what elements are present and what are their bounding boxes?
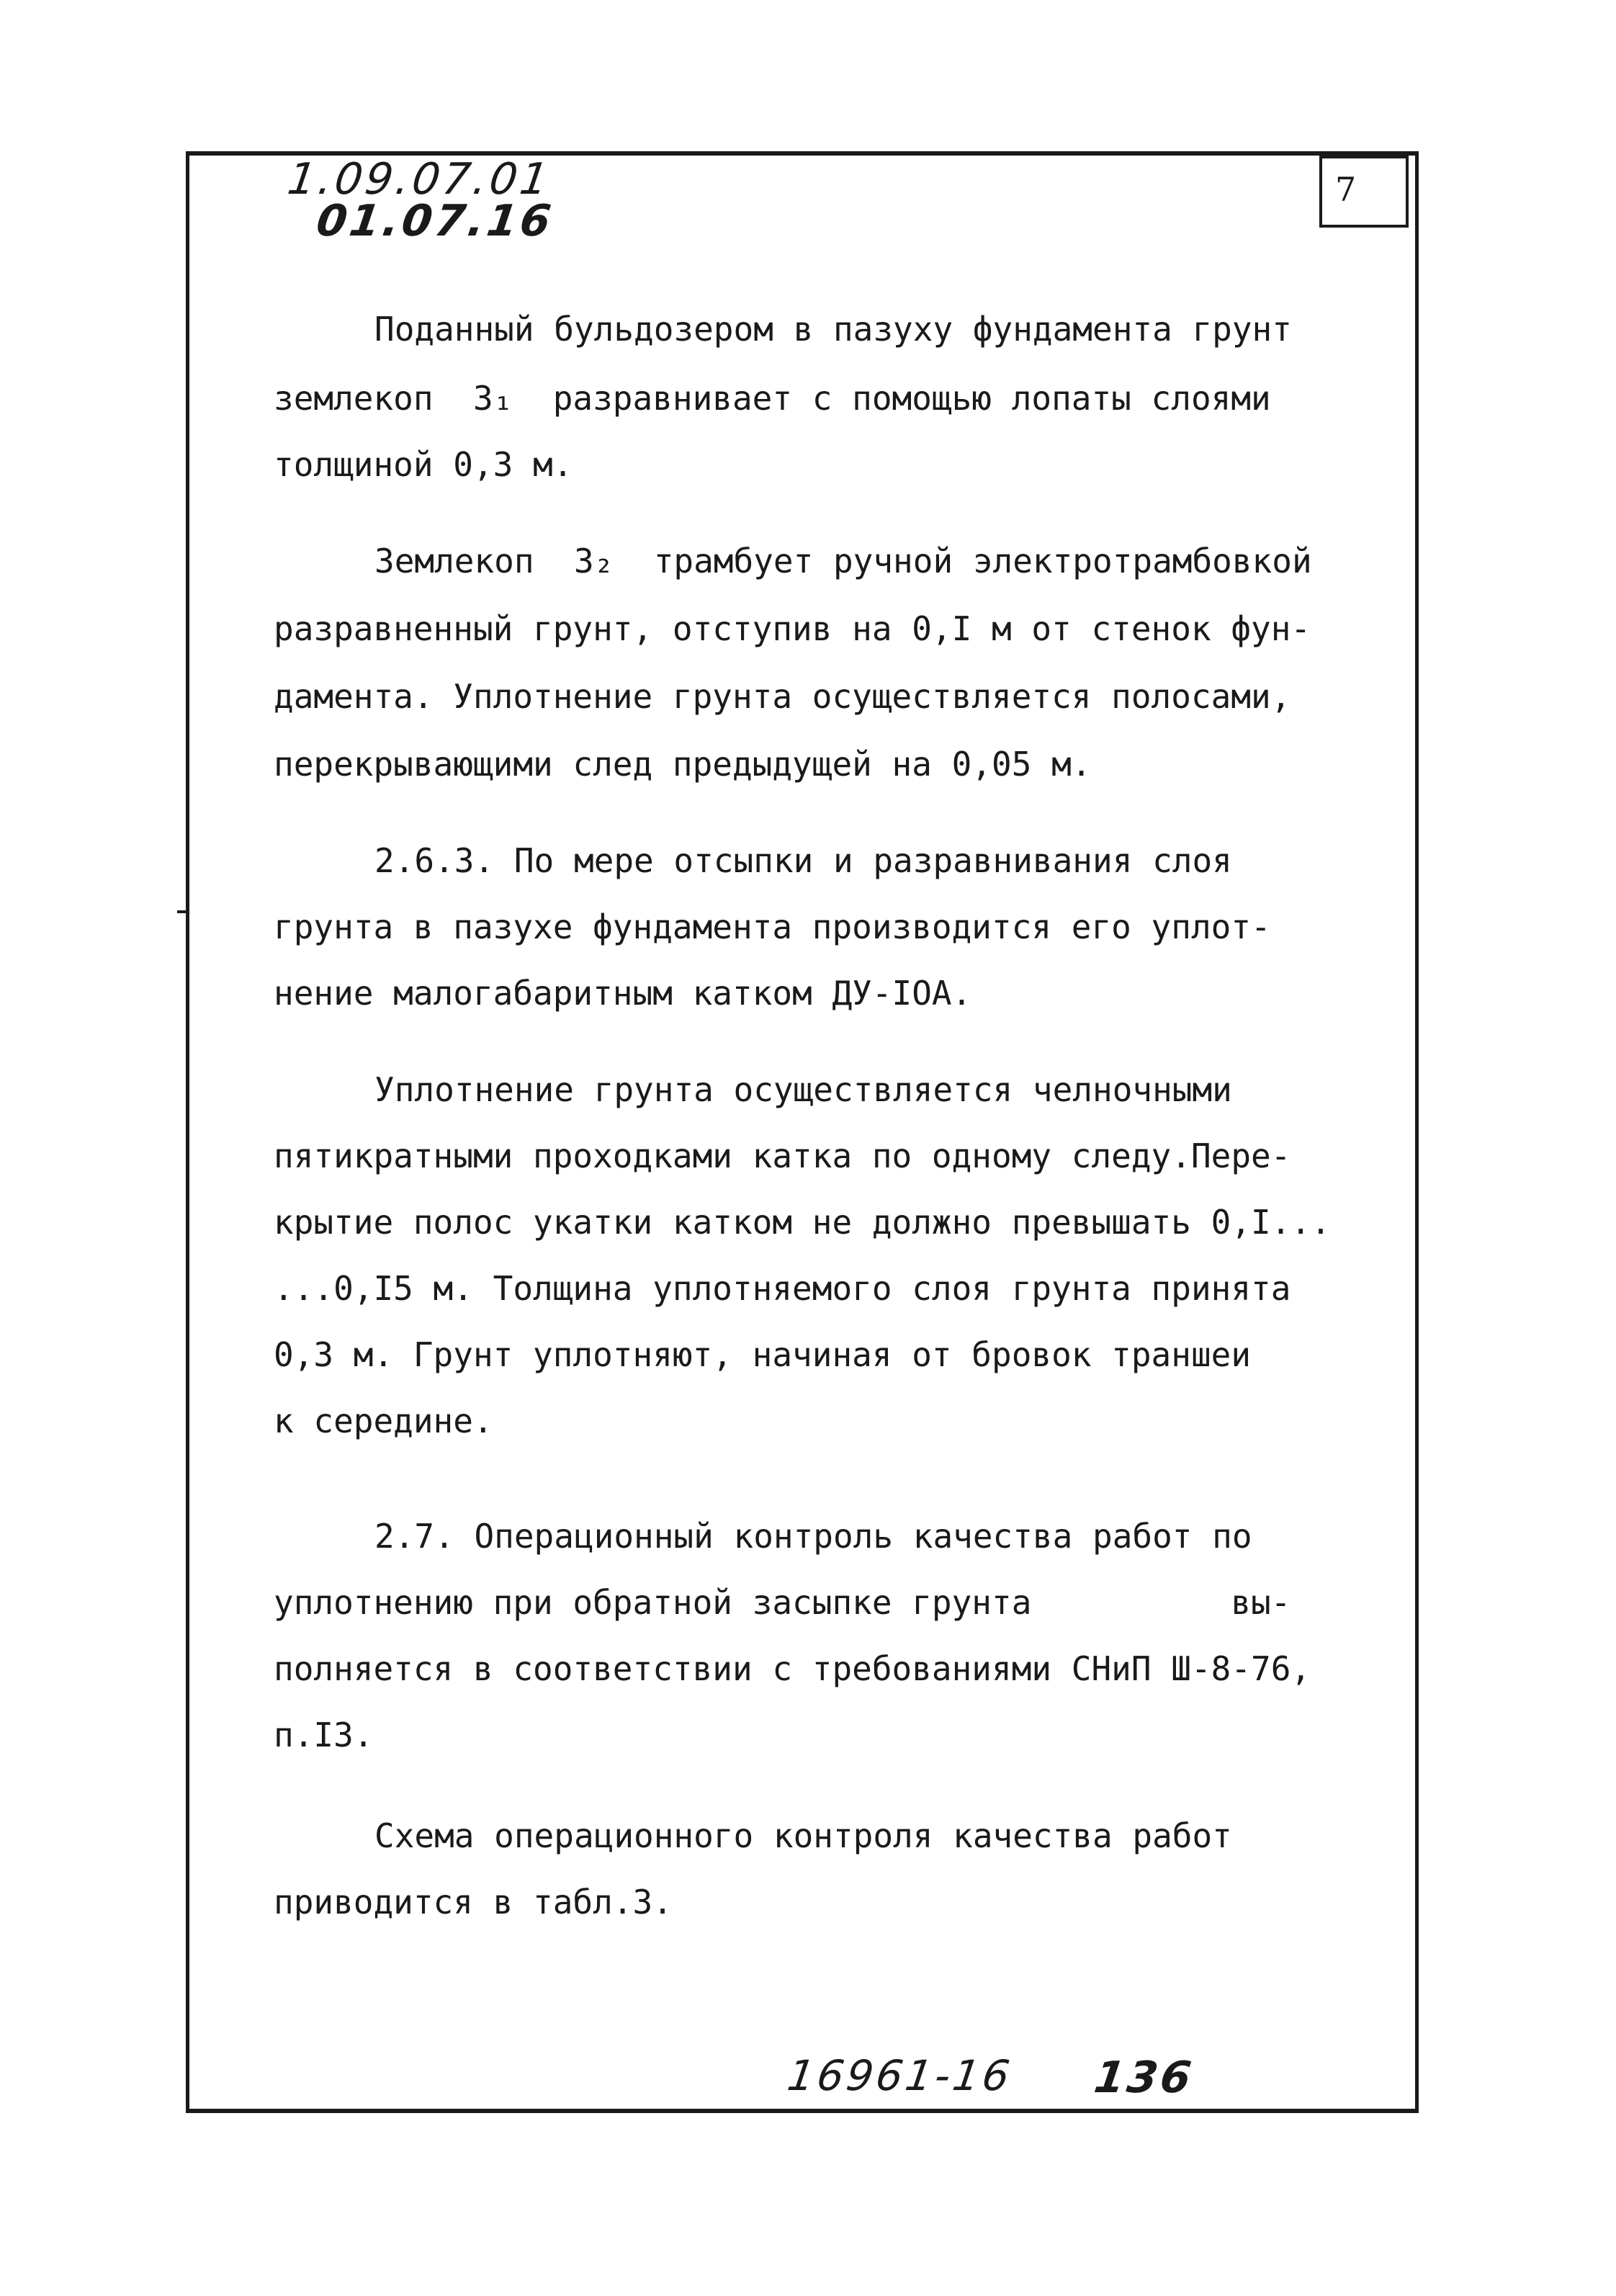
paragraph-1-line-1: Поданный бульдозером в пазуху фундамента грунт: [374, 310, 1292, 349]
paragraph-4-line-6: к середине.: [274, 1402, 493, 1440]
page-number-box: [1319, 156, 1409, 228]
page-number: 7: [1335, 170, 1357, 209]
paragraph-2-line-4: перекрывающими след предыдущей на 0,05 м.: [274, 745, 1092, 784]
paragraph-3-line-1: 2.6.3. По мере отсыпки и разравнивания слоя: [374, 841, 1232, 880]
paragraph-1-line-2: землекоп 3₁ разравнивает с помощью лопаты слоями: [274, 379, 1271, 418]
paragraph-4-line-4: ...0,I5 м. Толщина уплотняемого слоя грунта принята: [274, 1269, 1291, 1308]
paragraph-5-line-3: полняется в соответствии с требованиями СНиП Ш-8-76,: [274, 1649, 1311, 1688]
paragraph-4-line-5: 0,3 м. Грунт уплотняют, начиная от бровок траншеи: [274, 1335, 1252, 1374]
paragraph-5-line-4: п.I3.: [274, 1716, 374, 1754]
paragraph-3-line-3: нение малогабаритным катком ДУ-IOA.: [274, 974, 972, 1013]
paragraph-5-line-1: 2.7. Операционный контроль качества работ по: [374, 1517, 1252, 1556]
paragraph-3-line-2: грунта в пазухе фундамента производится его уплот-: [274, 907, 1271, 946]
handwritten-footer-document-number: 16961-16: [784, 2051, 1016, 2100]
paragraph-1-line-3: толщиной 0,3 м.: [274, 445, 573, 484]
paragraph-6-line-2: приводится в табл.3.: [274, 1883, 673, 1921]
paragraph-4-line-3: крытие полос укатки катком не должно превышать 0,I...: [274, 1203, 1331, 1242]
paragraph-6-line-1: Схема операционного контроля качества работ: [374, 1816, 1232, 1855]
paragraph-2-line-3: дамента. Уплотнение грунта осуществляется полосами,: [274, 677, 1291, 716]
paragraph-4-line-2: пятикратными проходками катка по одному следу.Пере-: [274, 1136, 1291, 1175]
handwritten-document-subcode: 01.07.16: [313, 196, 557, 246]
handwritten-document-code: 1.09.07.01: [284, 154, 555, 205]
paragraph-5-line-2: уплотнению при обратной засыпке грунта вы-: [274, 1583, 1291, 1622]
frame-margin-tick: [177, 910, 187, 913]
paragraph-2-line-1: Землекоп 3₂ трамбует ручной электротрамбовкой: [374, 542, 1312, 580]
handwritten-footer-page-number: 136: [1091, 2053, 1198, 2103]
paragraph-2-line-2: разравненный грунт, отступив на 0,I м от стенок фун-: [274, 609, 1311, 648]
paragraph-4-line-1: Уплотнение грунта осуществляется челночными: [374, 1070, 1232, 1109]
